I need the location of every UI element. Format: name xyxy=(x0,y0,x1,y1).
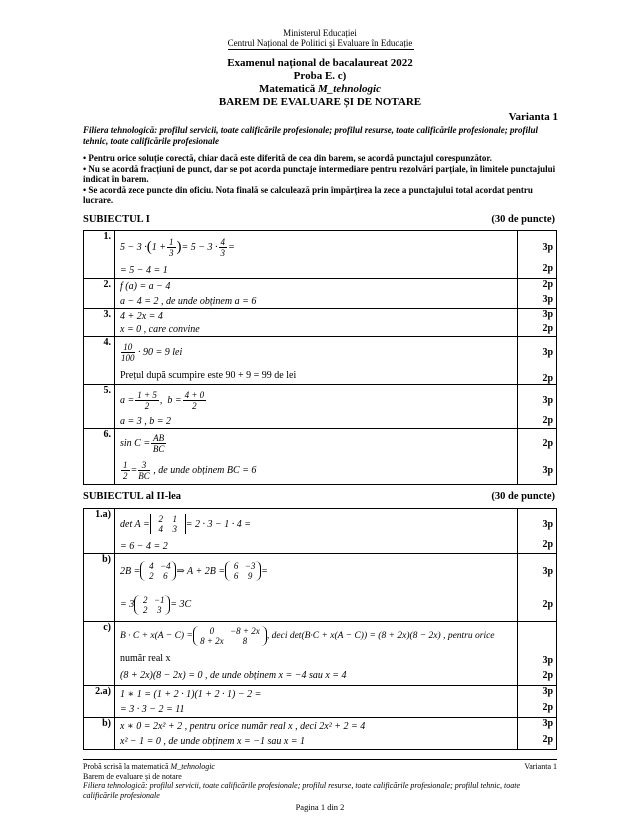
item-number: 5. xyxy=(84,385,115,429)
subject2-points: (30 de puncte) xyxy=(491,491,555,502)
item-points: 3p 2p xyxy=(518,686,557,718)
item-content: f (a) = a − 4 a − 4 = 2 , de unde obținem a = 6 xyxy=(115,279,518,309)
subject2-table xyxy=(83,508,557,750)
item-number: 1.a) xyxy=(84,509,115,554)
item-points: 3p 2p xyxy=(518,337,557,385)
item-points: 3p 2p xyxy=(518,554,557,622)
item-content: sin C = $\frac{AB}{BC}$ $\frac{1}{2}$ = $\frac{3}{BC}$ , de unde obținem BC = 6 xyxy=(115,429,518,485)
header-divider xyxy=(228,49,414,50)
subject-italic: M_tehnologic xyxy=(318,83,381,95)
table-row xyxy=(84,718,557,750)
item-points: 3p 2p xyxy=(518,385,557,429)
item-number: 4. xyxy=(84,337,115,385)
item-content: 5 − 3 · ( 1 + $\frac{1}{3}$ ) = 5 − 3 · $\frac{4}{3}$ = = 5 − 4 = 1 xyxy=(115,231,518,279)
ministry-name: Ministerul Educației xyxy=(283,28,357,38)
item-number: 6. xyxy=(84,429,115,485)
table-row xyxy=(84,686,557,718)
subject1-points: (30 de puncte) xyxy=(491,214,555,225)
item-points: 3p 2p xyxy=(518,622,557,686)
item-content: a = $\frac{1 + 5}{2}$ , b = $\frac{4 + 0}{2}$ a = 3 , b = 2 xyxy=(115,385,518,429)
footer-barem: Barem de evaluare și de notare xyxy=(83,771,182,781)
exam-title: Examenul național de bacalaureat 2022 xyxy=(227,57,413,69)
item-content: 1 ∗ 1 = (1 + 2 · 1)(1 + 2 · 1) − 2 = = 3 · 3 − 2 = 11 xyxy=(115,686,518,718)
table-row xyxy=(84,337,557,385)
item-line: = 5 − 4 = 1 xyxy=(120,264,168,276)
item-number: 2. xyxy=(84,279,115,309)
table-row xyxy=(84,509,557,554)
item-content: 4 + 2x = 4 x = 0 , care convine xyxy=(115,309,518,337)
item-content: $\frac{10}{100}$ · 90 = 9 lei Prețul după scumpire este 90 + 9 = 99 de lei xyxy=(115,337,518,385)
filiera-text: Filiera tehnologică: profilul servicii, toate calificările profesionale; profilul resurse, toate calificările profesionale; profilul tehnic, toate calificările profesionale xyxy=(83,125,538,146)
note-3: • Se acordă zece puncte din oficiu. Nota finală se calculează prin împărțirea la zece a punctajului total acordat pentru lucrare. xyxy=(83,184,533,205)
table-row xyxy=(84,309,557,337)
table-row xyxy=(84,554,557,622)
item-points: 2p 3p xyxy=(518,279,557,309)
item-number: b) xyxy=(84,554,115,622)
item-points: 3p 2p xyxy=(518,718,557,750)
item-number: 1. xyxy=(84,231,115,279)
subject-prefix: Matematică xyxy=(259,83,318,95)
note-2: • Nu se acordă fracțiuni de punct, dar se pot acorda punctaje intermediare pentru rezolvări parțiale, în limitele punctajului indicat în barem. xyxy=(83,163,556,184)
footer-variant: Varianta 1 xyxy=(524,762,557,771)
subject2-title: SUBIECTUL al II-lea xyxy=(83,491,182,502)
note-1: • Pentru orice soluție corectă, chiar dacă este diferită de cea din barem, se acordă punctajul corespunzător. xyxy=(83,153,492,163)
item-number: 2.a) xyxy=(84,686,115,718)
item-points: 3p 2p xyxy=(518,509,557,554)
item-content: B · C + x(A − C) = 0 −8 + 2x 8 + 2x 8 , deci det(B·C + x(A − C)) = (8 + 2x)(8 − 2x) , pentru orice număr real x (8 + 2x)(8 − 2x) = 0 , de unde obținem x = −4 sau x = 4 xyxy=(115,622,518,686)
item-points: 2p 3p xyxy=(518,429,557,485)
subject-title xyxy=(0,83,640,95)
item-content: det A = 2 1 4 3 = 2 · 3 − 1 · 4 = = 6 − 4 = 2 xyxy=(115,509,518,554)
table-row xyxy=(84,622,557,686)
page-number: Pagina 1 din 2 xyxy=(295,802,345,812)
table-row xyxy=(84,279,557,309)
subject1-title: SUBIECTUL I xyxy=(83,214,150,225)
barem-title: BAREM DE EVALUARE ȘI DE NOTARE xyxy=(218,96,422,108)
general-notes xyxy=(83,153,557,206)
footer-subject: Probă scrisă la matematică M_tehnologic xyxy=(83,762,215,771)
center-name: Centrul Național de Politici și Evaluare în Educație xyxy=(227,38,413,48)
proba-title: Proba E. c) xyxy=(293,70,347,82)
variant-label: Varianta 1 xyxy=(508,111,558,123)
item-content: 2B = 4 −4 2 6 ⇒ A + 2B = 6 −3 6 9 = = 3 2 −1 2 3 = 3C xyxy=(115,554,518,622)
table-row xyxy=(84,385,557,429)
table-row xyxy=(84,231,557,279)
item-number: c) xyxy=(84,622,115,686)
footer xyxy=(83,759,557,800)
footer-filiera: Filiera tehnologică: profilul servicii, toate calificările profesionale; profilul resurse, toate calificările profesionale; profilul tehnic, toate calificările profesionale xyxy=(83,781,521,800)
item-number: 3. xyxy=(84,309,115,337)
table-row xyxy=(84,429,557,485)
item-points: 3p 2p xyxy=(518,231,557,279)
item-number: b) xyxy=(84,718,115,750)
item-points: 3p 2p xyxy=(518,309,557,337)
item-content: x ∗ 0 = 2x² + 2 , pentru orice număr real x , deci 2x² + 2 = 4 x² − 1 = 0 , de unde obținem x = −1 sau x = 1 xyxy=(115,718,518,750)
subject1-table xyxy=(83,230,557,485)
